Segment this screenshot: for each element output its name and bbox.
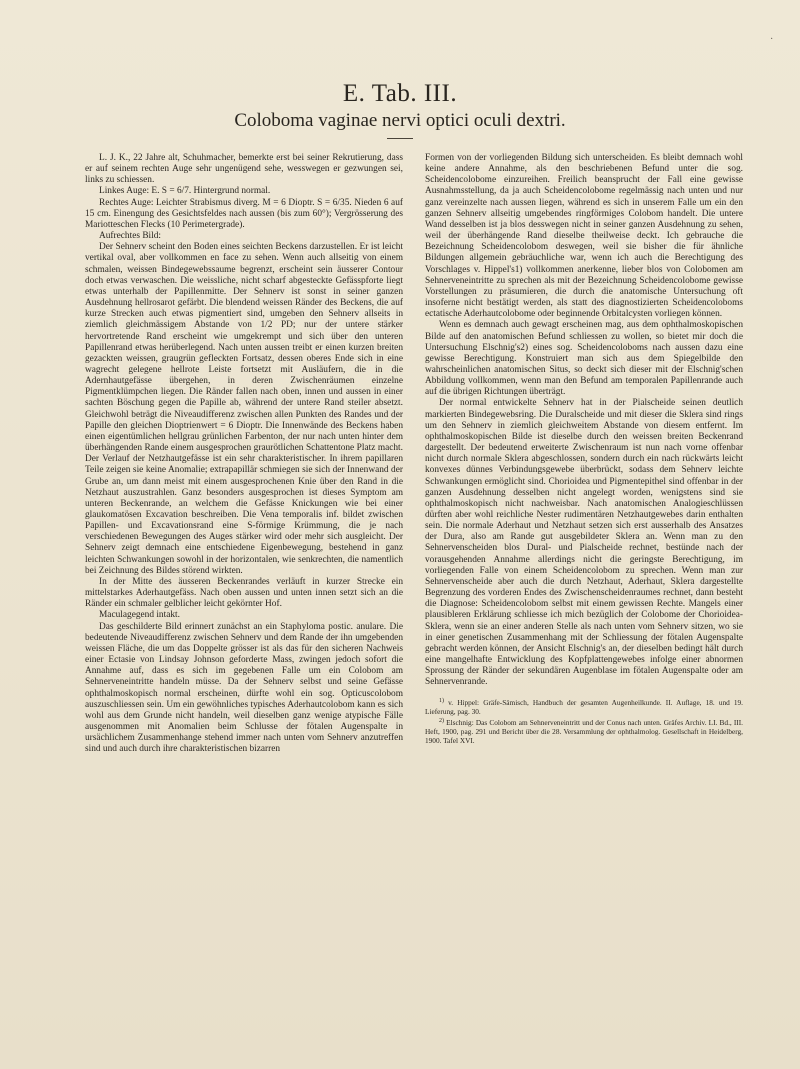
paragraph: Linkes Auge: E. S = 6/7. Hintergrund normal. <box>99 186 271 197</box>
paragraph: In der Mitte des äusseren Beckenrandes verläuft in kurzer Strecke ein mittelstarkes Aderhautgefäss. Nach oben aussen und unten innen setzt sich an die Ränder ein schmaler gelblicher leicht gekörnter Hof. <box>85 576 403 610</box>
paragraph: Formen von der vorliegenden Bildung sich unterscheiden. Es bleibt demnach wohl keine andere Annahme, als den beschriebenen Befund unter die sog. Scheidencolobome einzureihen. Freilich beansprucht der Fall eine gewisse Ausnahmsstellung, da ja auch Scheidencolobome regelmässig nach unten und nur ganz vereinzelte nach aussen liegen, während es sich in unserem Falle um ein den ganzen Sehnerv allseitig umgebendes ringförmiges Colobom handelt. Die untere Wand desselben ist ja blos desswegen nicht in seiner ganzen Ausdehnung zu sehen, weil der überhängende Rand dieselbe theilweise deckt. Ich gebrauche die Bezeichnung Scheidencolobom deswegen, weil sie bisher die für ähnliche Bildungen allgemein gebräuchliche war, wenn ich auch die Berechtigung des Vorschlages v. Hippel's1) vollkommen anerkenne, lieber blos von Colobomen am Sehnerveneintritte zu sprechen als mit der Bezeichnung Scheidencolobome gewisse Vorstellungen zu präsumieren, die durch die anatomische Untersuchung oft insoferne nicht bestätigt werden, als statt des diagnostizierten Scheidencoloboms ectatische Aderhautcolobome oder beginnende Orbitalcysten vorliegen können. <box>425 153 743 320</box>
title-divider <box>387 138 413 139</box>
footnote-text: Elschnig: Das Colobom am Sehnerveneintritt und der Conus nach unten. Gräfes Archiv. LI. Bd., III. Heft, 1900, pag. 291 und Bericht über die 28. Versammlung der ophthalmolog. Gesellschaft in Heidelberg, 1900. Tafel XVI. <box>425 717 743 746</box>
page-speck: · <box>770 34 774 45</box>
paragraph: Wenn es demnach auch gewagt erscheinen mag, aus dem ophthalmoskopischen Bilde auf den anatomischen Befund schliessen zu wollen, so bietet mir doch die Untersuchung Elschnig's2) eines sog. Scheidencoloboms nach aussen dazu eine gewisse Berechtigung. Konstruiert man sich aus dem Spiegelbilde den wahrscheinlichen anatomischen Situs, so deckt sich dieser mit der Elschnig'schen Abbildung vollkommen, wenn man den Befund am temporalen Papillenrande auch auf die übrigen Richtungen überträgt. <box>425 320 743 398</box>
footnote-mark: 2) <box>439 717 444 724</box>
footnote <box>425 697 743 716</box>
plate-title: E. Tab. III. <box>342 80 458 107</box>
paragraph: Maculagegend intakt. <box>99 610 180 621</box>
paragraph: L. J. K., 22 Jahre alt, Schuhmacher, bemerkte erst bei seiner Rekrutierung, dass er auf seinem rechten Auge sehr ungenügend sehe, wesswegen er gezwungen sei, links zu schiessen. <box>85 153 403 186</box>
footnote <box>425 717 743 746</box>
paragraph: Aufrechtes Bild: <box>99 231 162 242</box>
footnotes <box>425 697 743 746</box>
paragraph: Der normal entwickelte Sehnerv hat in der Pialscheide seinen deutlich markierten Bindegewebsring. Die Duralscheide und mit dieser die Sklera sind rings um den Sehnerv in ziemlich gleichweitem Abstande von diesem entfernt. Im ophthalmoskopischen Bilde ist dieselbe durch den weissen breiten Beckenrand dargestellt. Der bedeutend erweiterte Zwischenraum ist nun nach vorne offenbar nicht durch normale Sklera abgeschlossen, sondern durch ein nach rückwärts leicht konvexes dünnes Verbindungsgewebe überbrückt, sodass dem Sehnerv leichte Schwankungen ermöglicht sind. Chorioidea und Pigmentepithel sind offenbar in der ganzen Ausdehnung desselben nicht angelegt worden, wenigstens sind sie ophthalmoskopisch nicht nachweisbar. Nach anatomischen Analogieschlüssen dürften aber wohl reichliche Nester rudimentären Netzhautgewebes darin enthalten sein. Die normale Aderhaut und Netzhaut setzen sich erst ausserhalb des Ansatzes der Dura, also am Rande gut ausgebildeter Sklera an. Wenn man zu den Sehnervenscheiden blos Dural- und Pialscheide rechnet, bestünde nach der vorausgehenden Annahme allerdings nicht die geringste Berechtigung, im vorliegenden Falle von einem Scheidencolobom zu sprechen. Wenn man zur Sehnervenscheide aber auch die durch Netzhaut, Aderhaut, Sklera dargestellte Begrenzung des vorderen Endes des Zwischenscheidenraumes rechnet, dann besteht die Diagnose: Scheidencolobom selbst mit einem gewissen Rechte. Mangels einer plausibleren Erklärung schliesse ich mich bezüglich der Colobome der Chorioidea-Sklera, wenn sie an einer anderen Stelle als nach unten vom Sehnerv sitzen, wo sie in einer genetischen Zusammenhang mit der Schliessung der fötalen Augenspalte gebracht werden können, der Ansicht Elschnig's an, der dieselben bedingt hält durch eine mangelhafte Entwicklung des Kopfplattengewebes infolge einer abnormen Sprossung der Ränder der sekundären Augenblase im fötalen Augenspalte oder am Sehnervenrande. <box>425 398 743 688</box>
paragraph: Rechtes Auge: Leichter Strabismus diverg. M = 6 Dioptr. S = 6/35. Nieden 6 auf 15 cm. Einengung des Gesichtsfeldes nach aussen (bis zum 60°); Vergrösserung des Mariotteschen Flecks (10 Perimetergrade). <box>85 197 403 230</box>
paragraph: Der Sehnerv scheint den Boden eines seichten Beckens darzustellen. Er ist leicht vertikal oval, aber vollkommen en face zu sehen. Wenn auch allseitig von einem schmalen, weissen Bindegewebssaume begrenzt, erscheint sein äusserer Contour doch etwas verwaschen. Die weissliche, nicht scharf abgesteckte Gefässpforte liegt etwas unterhalb der Papillenmitte. Der Sehnerv ist sonst in seiner ganzen Ausdehnung hellrosarot gefärbt. Die blendend weissen Ränder des Beckens, die auf kurze Strecken auch etwas pigmentiert sind, umgeben den Sehnerv allseits in ziemlich gleichmässigem Abstande von 1/2 PD; nur der untere stärker hervortretende Rand erscheint wie umgekrempt und sich über den unteren Papillenrand etwas herüberlegend. Nach unten aussen treibt er einen kurzen breiten gezackten weissen, graugrün gefleckten Fortsatz, dessen oberes Ende sich in eine wagrecht gelegene hellrote Leiste fortsetzt mit Ausläufern, die in die Adernhautgefässe übergehen, in deren Zwischenräumen einzelne Pigmentklümpchen liegen. Die Ränder fallen nach oben, innen und aussen in einer sachten Böschung gegen die Papille ab, während der untere Rand steiler absetzt. Gleichwohl beträgt die Niveaudifferenz zwischen allen Punkten des Randes und der Papille den gleichen Dioptrienwert = 6 Dioptr. Die Innenwände des Beckens haben einen eigentümlichen hellgrau grünlichen Farbenton, der nur nach unten hinter dem überhängenden Rande einem ausgesprochen graurötlichen Schattentone Platz macht. Der Verlauf der Netzhautgefässe ist ein sehr charakteristischer. In ihrem papillaren Teile zeigen sie keine Anomalie; extrapapillär schmiegen sie sich der Innenwand der Grube an, um dann meist mit einem ausgesprochenen Knie über den Rand in die Netzhaut auszustrahlen. Ganz besonders ausgesprochen ist dieses Symptom am unteren Beckenrande, an welchem die Gefässe Knickungen wie bei einer glaukomatösen Excavation beschreiben. Die Vena temporalis inf. bildet zwischen Papillen- und Excavationsrand eine S-förmige Krümmung, die je nach verschiedenen Bewegungen des Auges stärker wird oder mehr sich ausgleicht. Der Sehnerv zeigt demnach eine entschiedene Eigenbewegung, bestehend in ganz leichten Schwankungen sowohl in der horizontalen, wie senkrechten, die namentlich bei Zeichnung des Bildes störend wirkten. <box>85 242 403 576</box>
left-text-column <box>85 153 403 755</box>
footnote-text: v. Hippel: Gräfe-Sämisch, Handbuch der gesamten Augenheilkunde. II. Auflage, 18. und 19. Lieferung, pag. 30. <box>425 697 743 716</box>
right-text-column <box>425 153 743 747</box>
footnote-mark: 1) <box>439 697 444 704</box>
plate-subtitle: Coloboma vaginae nervi optici oculi dextri. <box>234 110 566 131</box>
paragraph: Das geschilderte Bild erinnert zunächst an ein Staphyloma postic. anulare. Die bedeutende Niveaudifferenz zwischen Sehnerv und dem Rande der ihn umgebenden weissen Fläche, die um das Doppelte grösser ist als das für den sicheren Nachweis einer Ectasie von Lindsay Johnson geforderte Mass, zwingen jedoch sofort die Annahme auf, dass es sich im gegebenen Falle um ein Colobom am Sehnerveneintritte handeln müsse. Da der Sehnerv selbst und seine Gefässe ophthalmoskopisch normal erscheinen, dürfte wohl ein sog. Opticuscolobom auszuschliessen sein. Um ein gewöhnliches typisches Aderhautcolobom kann es sich wohl aus dem Grunde nicht handeln, weil dieselben ganz wenige atypische Fälle ausgenommen mit Anomalien beim Schlusse der fötalen Augenspalte in ursächlichem Zusammenhange stehend immer nach unten vom Sehnerv anzutreffen sind und auch durch ihre charakteristischen bizarren <box>85 621 403 755</box>
